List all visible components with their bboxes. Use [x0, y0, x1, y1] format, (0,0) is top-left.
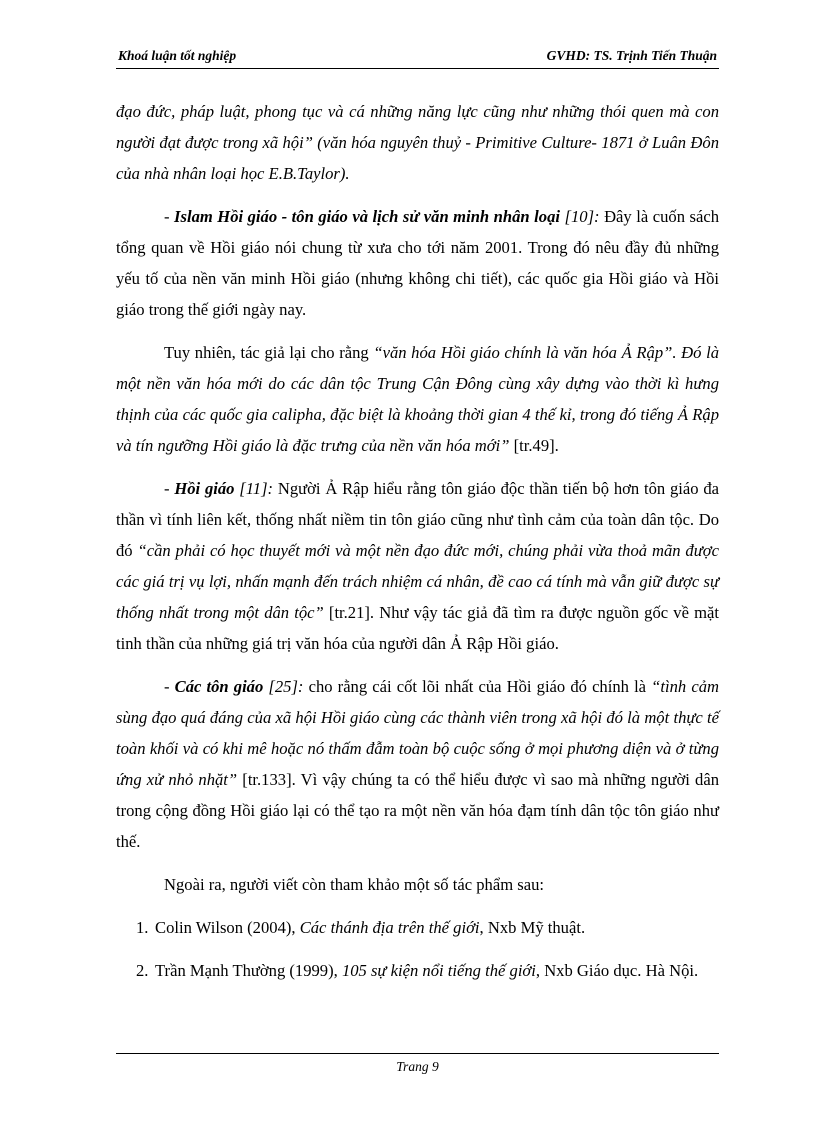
paragraph-continuation	[116, 96, 719, 189]
paragraph-text: Người Ả Rập hiểu rằng tôn giáo độc thần tiến bộ hơn tôn giáo đa thần vì tính liên kết, thống nhất niềm tin tôn giáo cũng như tình cảm của toàn dân tộc. Do đó	[116, 479, 720, 560]
reference-list	[116, 912, 719, 986]
book-title: Các tôn giáo	[174, 677, 264, 696]
list-dash: -	[164, 207, 175, 226]
header-advisor: GVHD: TS. Trịnh Tiến Thuận	[546, 48, 717, 63]
reference-item	[116, 955, 719, 986]
reference-index: 2.	[136, 961, 149, 980]
paragraph-hoi-giao	[116, 473, 719, 659]
quote-text: “văn hóa Hồi giáo chính là văn hóa Ả Rập”. Đó là một nền văn hóa mới do các dân tộc Trung Cận Đông cùng xây dựng vào thời kì hưng thịnh của các quốc gia calipha, đặc biệt là khoảng thời gian 4 thế kỉ, trong đó tiếng Ả Rập và tín ngưỡng Hồi giáo là đặc trưng của nền văn hóa mới”	[116, 343, 719, 455]
paragraph-text: [tr.21]. Như vậy tác giả đã tìm ra được nguồn gốc về mặt tinh thần của những giá trị văn hóa của người dân Ả Rập Hồi giáo.	[116, 603, 719, 653]
reference-publisher: , Nxb Mỹ thuật.	[479, 918, 586, 937]
reference-author: Trần Mạnh Thường (1999),	[155, 961, 342, 980]
paragraph-however	[116, 337, 719, 461]
reference-title: 105 sự kiện nổi tiếng thế giới	[341, 961, 536, 980]
quote-text: “tình cảm sùng đạo quá đáng của xã hội Hồi giáo cùng các thành viên trong xã hội đó là một thực tế toàn khối và có khi mê hoặc nó thấm đẫm toàn bộ cuộc sống ở mọi phương diện và ở từng ứng xử nhỏ nhặt”	[116, 677, 719, 789]
book-title: Islam Hồi giáo - tôn giáo và lịch sử văn minh nhân loại	[174, 207, 560, 226]
paragraph-text: [tr.133]. Vì vậy chúng ta có thể hiểu được vì sao mà những người dân trong cộng đồng Hồi giáo lại có thể tạo ra một nền văn hóa đạm tính dân tộc tôn giáo như thế.	[116, 770, 719, 851]
citation: [tr.49].	[509, 436, 559, 455]
page-footer	[116, 1053, 719, 1075]
header-thesis-title: Khoá luận tốt nghiệp	[118, 48, 237, 63]
page-number: Trang 9	[396, 1059, 439, 1074]
paragraph-text: Tuy nhiên, tác giả lại cho rằng	[164, 343, 374, 362]
document-body	[116, 96, 719, 998]
paragraph-islam-book	[116, 201, 719, 325]
reference-item	[116, 912, 719, 943]
reference-title: Các thánh địa trên thế giới	[299, 918, 480, 937]
continuation-text: đạo đức, pháp luật, phong tục và cá những năng lực cũng như những thói quen mà con người đạt được trong xã hội” (văn hóa nguyên thuỷ - Primitive Culture- 1871 ở Luân Đôn của nhà nhân loại học E.B.Taylor).	[116, 102, 719, 183]
book-title: Hồi giáo	[174, 479, 235, 498]
reference-index: 1.	[136, 918, 149, 937]
list-dash: -	[164, 677, 175, 696]
paragraph-text: Đây là cuốn sách tổng quan về Hồi giáo nói chung từ xưa cho tới năm 2001. Trong đó nêu đầy đủ những yếu tố của nền văn minh Hồi giáo (nhưng không chi tiết), các quốc gia Hồi giáo và Hồi giáo trong thế giới ngày nay.	[116, 207, 719, 319]
paragraph-additional-works	[116, 869, 719, 900]
page-header	[116, 46, 719, 69]
reference-author: Colin Wilson (2004),	[155, 918, 300, 937]
reference-number: [10]:	[560, 207, 600, 226]
reference-number: [25]:	[263, 677, 304, 696]
paragraph-text: Ngoài ra, người viết còn tham khảo một số tác phẩm sau:	[164, 875, 544, 894]
paragraph-text: cho rằng cái cốt lõi nhất của Hồi giáo đó chính là	[303, 677, 652, 696]
quote-text: “cần phải có học thuyết mới và một nền đạo đức mới, chúng phải vừa thoả mãn được các giá trị vụ lợi, nhấn mạnh đến trách nhiệm cá nhân, đề cao cá tính mà vẫn giữ được sự thống nhất trong một dân tộc”	[116, 541, 719, 622]
reference-number: [11]:	[234, 479, 274, 498]
paragraph-cac-ton-giao	[116, 671, 719, 857]
list-dash: -	[164, 479, 175, 498]
reference-publisher: , Nxb Giáo dục. Hà Nội.	[535, 961, 699, 980]
